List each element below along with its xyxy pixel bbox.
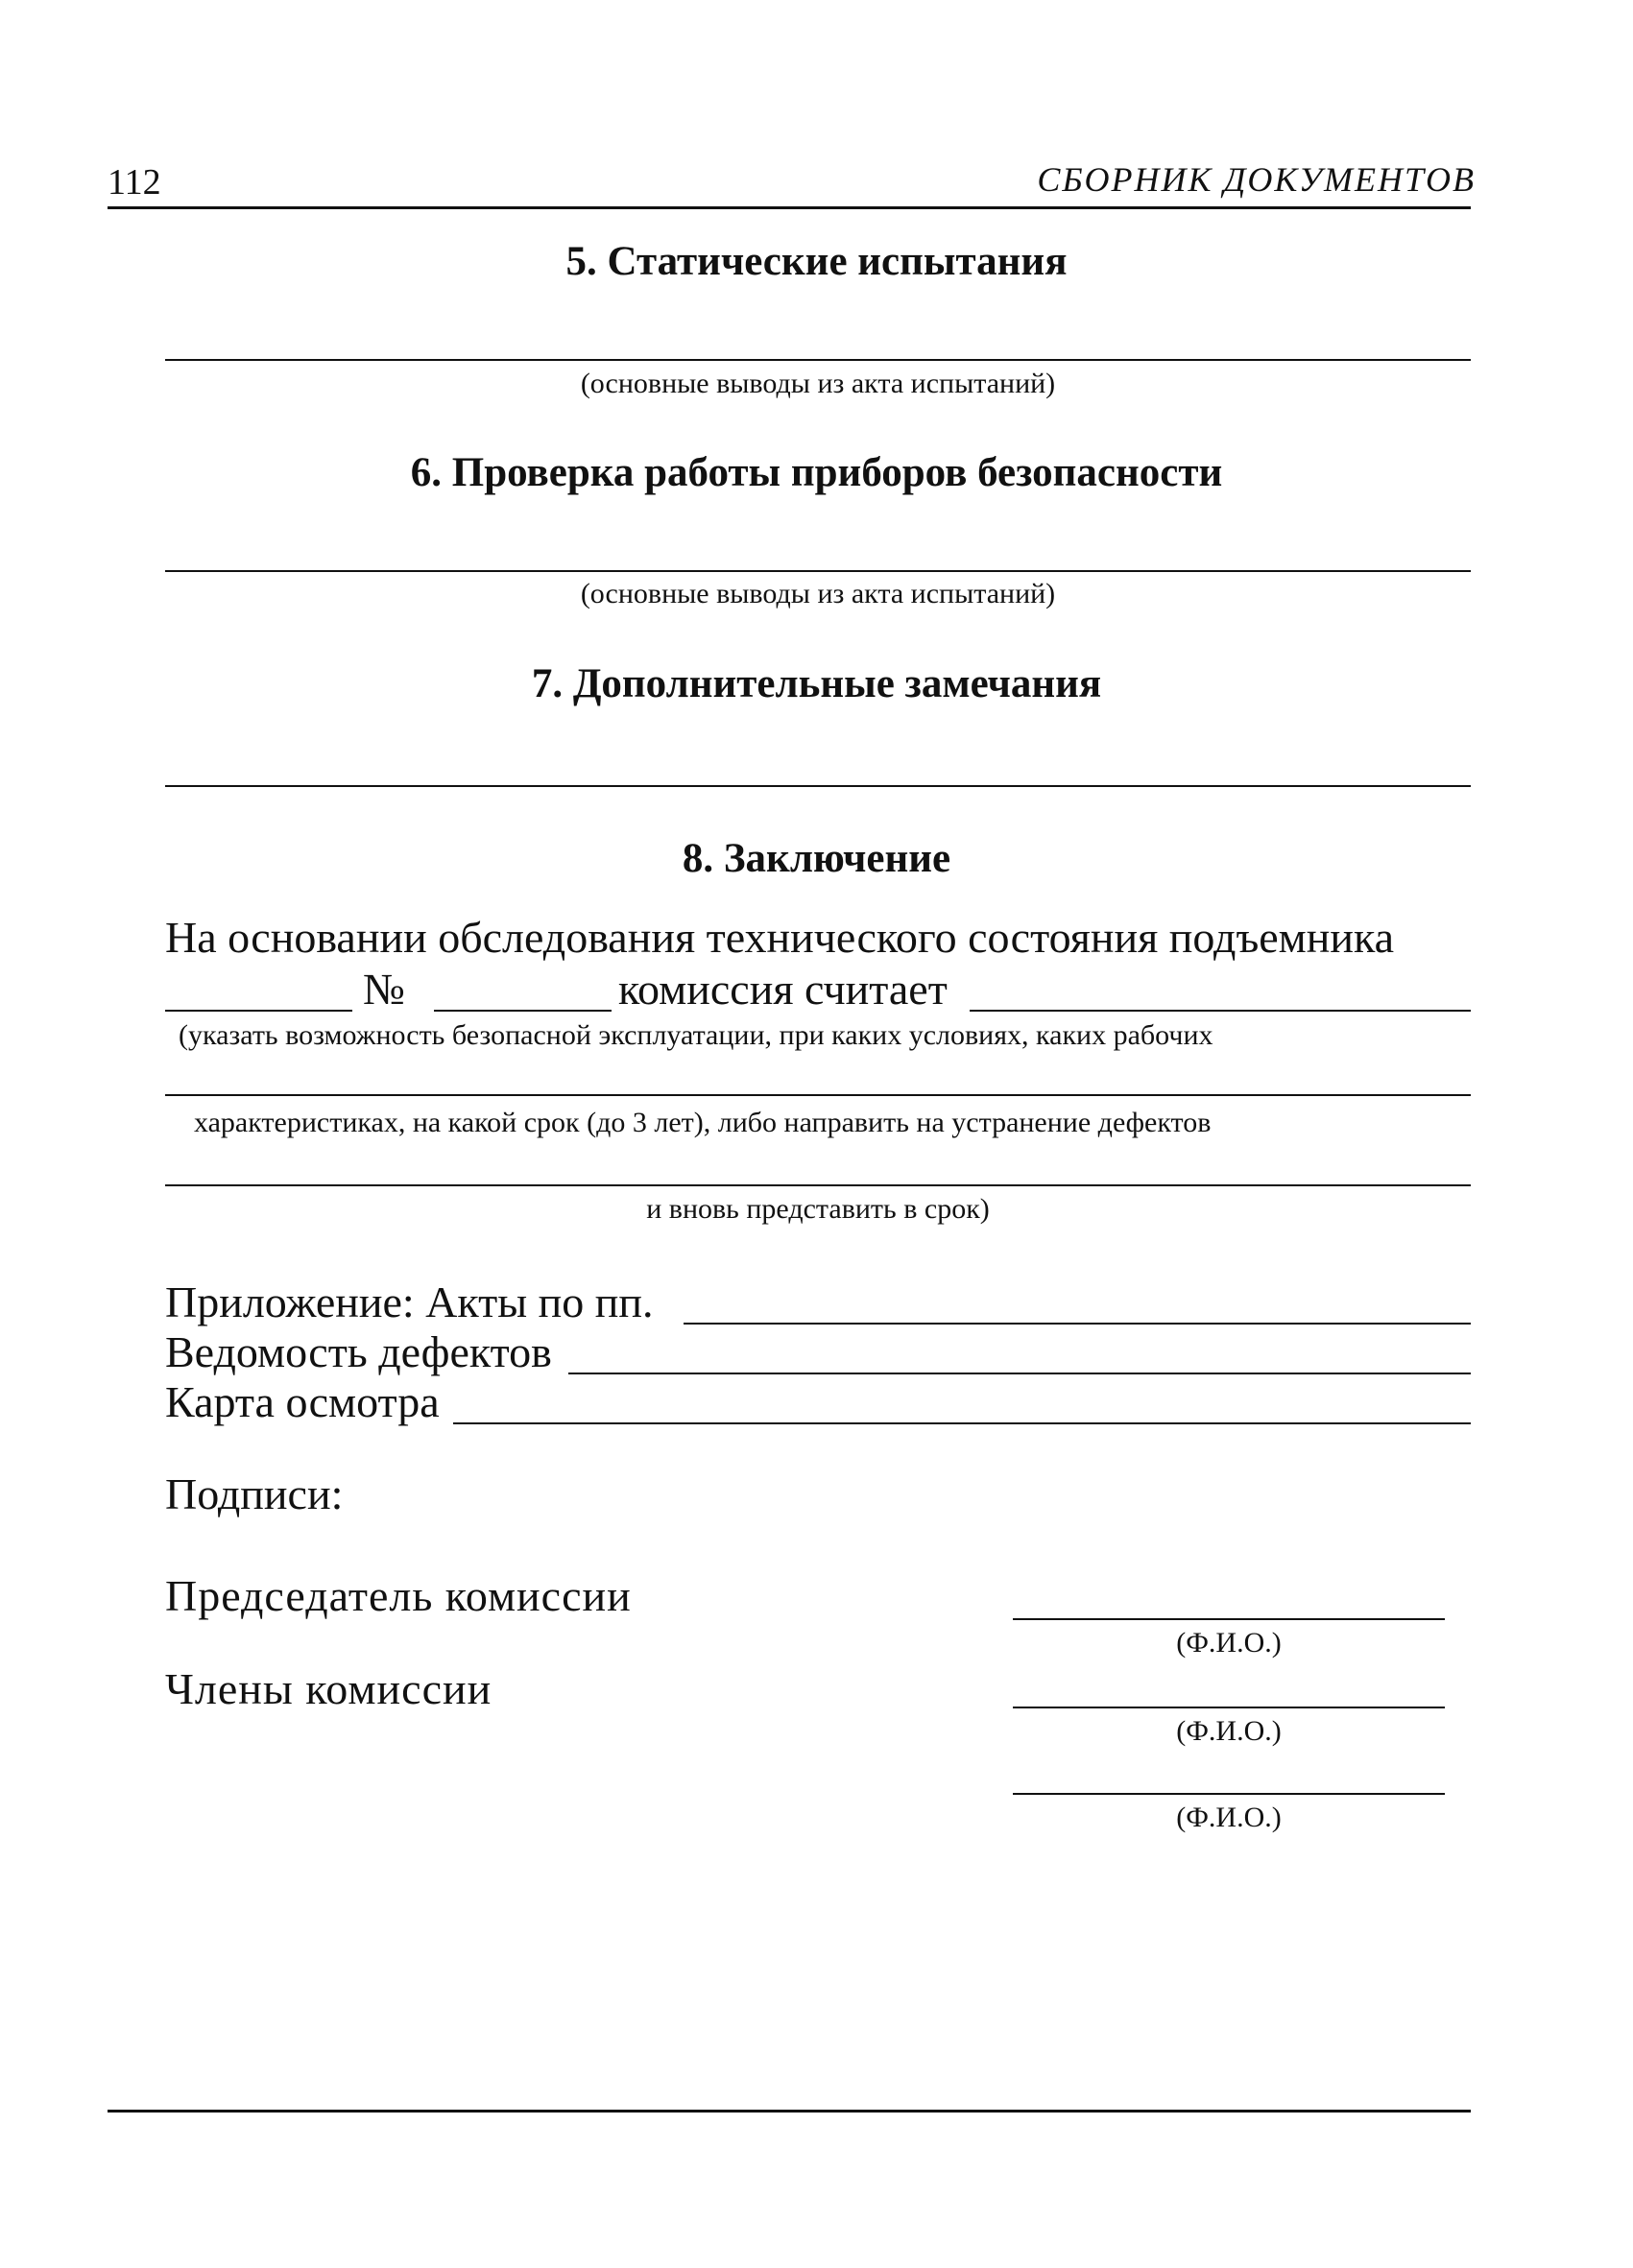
attachment-acts-fill-line (684, 1323, 1471, 1325)
chairman-label: Председатель комиссии (165, 1571, 632, 1620)
conclusion-hint-line-2: характеристиках, на какой срок (до 3 лет), либо направить на устранение дефектов (194, 1107, 1212, 1138)
conclusion-fill-line-2 (165, 1094, 1471, 1096)
conclusion-intro: На основании обследования технического состояния подъемника (165, 913, 1395, 962)
collection-title: СБОРНИК ДОКУМЕНТОВ (1037, 160, 1476, 199)
header-rule (108, 206, 1471, 209)
conclusion-hint-line-3: и вновь представить в срок) (646, 1193, 990, 1225)
chairman-fio-caption: (Ф.И.О.) (1176, 1627, 1282, 1659)
section-5-caption: (основные выводы из акта испытаний) (580, 368, 1056, 399)
number-sign: № (363, 965, 405, 1014)
chairman-signature-line (1013, 1618, 1445, 1620)
lift-number-fill-line (434, 1010, 612, 1012)
inspection-card-label: Карта осмотра (165, 1377, 440, 1426)
section-6-title: 6. Проверка работы приборов безопасности (410, 450, 1223, 495)
section-8-title: 8. Заключение (682, 836, 951, 881)
footer-rule (108, 2110, 1471, 2113)
defects-list-fill-line (568, 1373, 1471, 1374)
section-7-title: 7. Дополнительные замечания (531, 661, 1102, 706)
defects-list-label: Ведомость дефектов (165, 1327, 552, 1376)
page-number: 112 (108, 162, 161, 203)
section-7-fill-line (165, 785, 1471, 787)
inspection-card-fill-line (453, 1422, 1471, 1424)
conclusion-hint-line-1: (указать возможность безопасной эксплуатации, при каких условиях, каких рабочих (179, 1019, 1213, 1051)
commission-considers: комиссия считает (618, 965, 948, 1014)
members-label: Члены комиссии (165, 1664, 492, 1713)
section-6-caption: (основные выводы из акта испытаний) (580, 578, 1056, 609)
section-5-title: 5. Статические испытания (565, 239, 1068, 284)
conclusion-fill-line-1 (970, 1010, 1471, 1012)
attachment-acts-label: Приложение: Акты по пп. (165, 1277, 654, 1326)
member-2-signature-line (1013, 1793, 1445, 1795)
lift-type-fill-line (165, 1010, 352, 1012)
member-2-fio-caption: (Ф.И.О.) (1176, 1802, 1282, 1833)
conclusion-fill-line-3 (165, 1184, 1471, 1186)
member-1-signature-line (1013, 1707, 1445, 1708)
section-5-fill-line (165, 359, 1471, 361)
section-6-fill-line (165, 570, 1471, 572)
signatures-title: Подписи: (165, 1469, 344, 1518)
member-1-fio-caption: (Ф.И.О.) (1176, 1715, 1282, 1747)
